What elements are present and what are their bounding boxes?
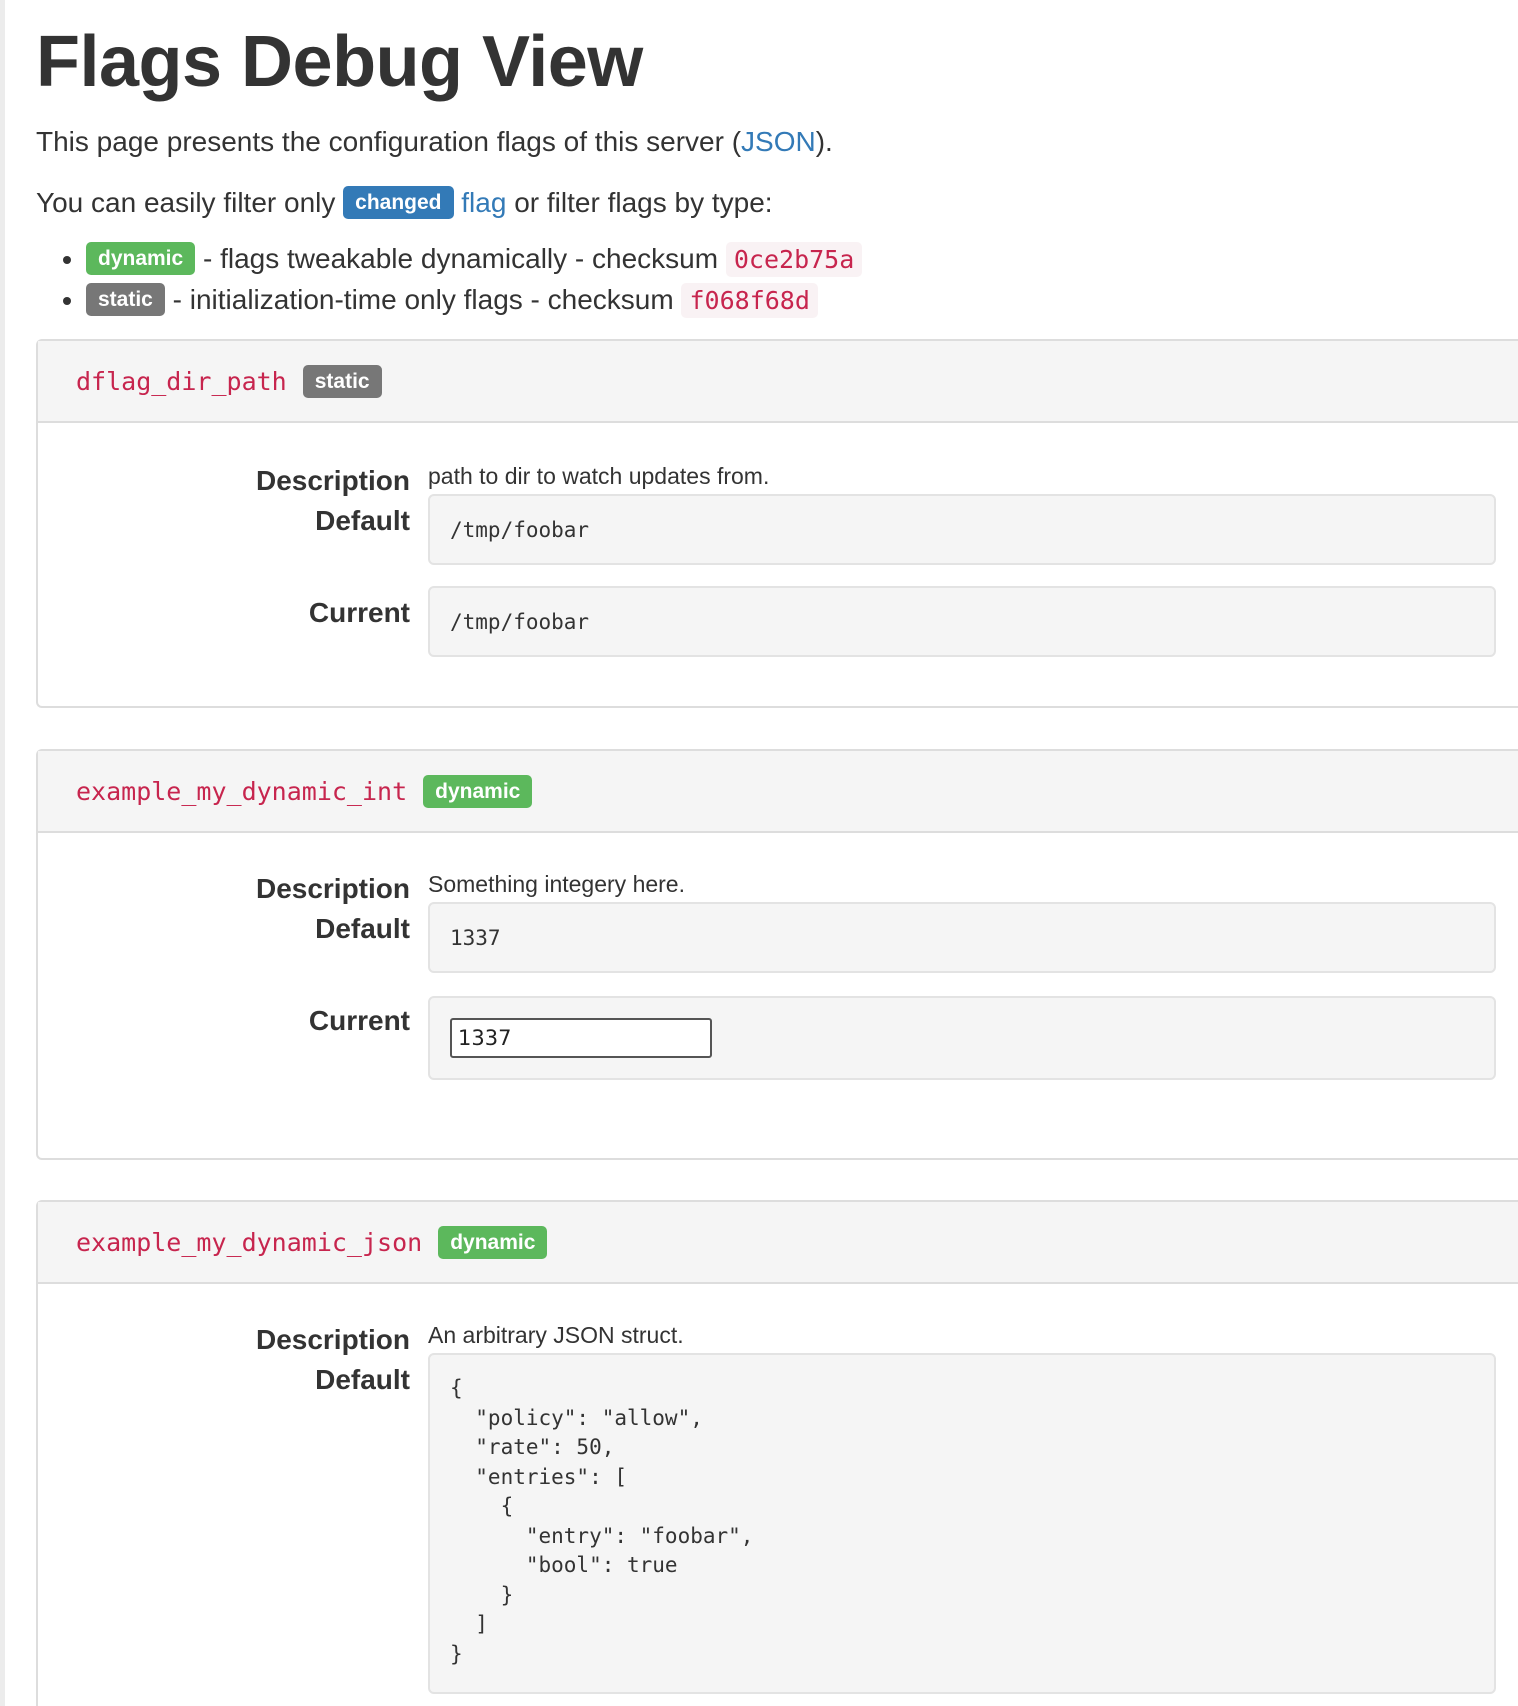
flag-details xyxy=(38,425,1518,695)
current-label: Current xyxy=(308,597,410,628)
intro-suffix: ). xyxy=(815,126,833,157)
default-label: Default xyxy=(315,1364,410,1395)
flag-description: path to dir to watch updates from. xyxy=(428,463,770,489)
filter-text xyxy=(36,186,1518,219)
current-label: Current xyxy=(308,1005,410,1036)
header-section xyxy=(36,0,1518,321)
flag-name: example_my_dynamic_int xyxy=(76,776,408,806)
flag-panel-example-my-dynamic-json xyxy=(36,1200,1518,1706)
checksum-code: f068f68d xyxy=(681,283,817,318)
changed-filter-badge[interactable]: changed xyxy=(343,186,453,219)
description-label: Description xyxy=(255,873,410,904)
flag-filter-link[interactable]: flag xyxy=(461,187,507,218)
static-filter-badge[interactable]: static xyxy=(86,283,165,316)
intro-prefix: This page presents the configuration flags of this server ( xyxy=(36,126,742,157)
flag-panel-heading xyxy=(38,751,1518,833)
type-item-static xyxy=(86,280,1518,321)
current-value-box xyxy=(428,586,1496,657)
type-item-dynamic xyxy=(86,239,1518,280)
flag-panel-example-my-dynamic-int xyxy=(36,749,1518,1160)
page-title: Flags Debug View xyxy=(36,22,643,102)
type-description: - initialization-time only flags - checksum xyxy=(164,284,682,315)
current-value: /tmp/foobar xyxy=(450,610,590,634)
default-value: /tmp/foobar xyxy=(450,518,590,542)
default-label: Default xyxy=(315,913,410,944)
description-label: Description xyxy=(255,1324,410,1355)
checksum-code: 0ce2b75a xyxy=(726,242,862,277)
flag-details xyxy=(38,1286,1518,1706)
dynamic-filter-badge[interactable]: dynamic xyxy=(86,242,195,275)
flag-description: Something integery here. xyxy=(428,871,685,897)
filter-prefix: You can easily filter only xyxy=(36,187,344,218)
default-value-box xyxy=(428,494,1496,565)
flag-name: dflag_dir_path xyxy=(76,366,287,396)
flag-panel-heading xyxy=(38,341,1518,423)
filter-suffix: or filter flags by type: xyxy=(506,187,773,218)
flag-panel-dflag-dir-path xyxy=(36,339,1518,708)
scroll-edge xyxy=(0,0,5,1706)
default-label: Default xyxy=(315,505,410,536)
default-value: { "policy": "allow", "rate": 50, "entries": [ { "entry": "foobar", "bool": true } ] } xyxy=(450,1376,754,1666)
default-value-box xyxy=(428,1353,1496,1694)
default-value: 1337 xyxy=(450,926,501,950)
flag-details xyxy=(38,835,1518,1155)
json-link[interactable]: JSON xyxy=(741,126,816,157)
flag-panel-heading xyxy=(38,1202,1518,1284)
flag-description: An arbitrary JSON struct. xyxy=(428,1322,684,1348)
type-description: - flags tweakable dynamically - checksum xyxy=(195,243,726,274)
type-filter-list xyxy=(36,239,1518,321)
description-label: Description xyxy=(255,465,410,496)
flag-name: example_my_dynamic_json xyxy=(76,1227,423,1257)
current-value-box xyxy=(428,996,1496,1080)
flag-type-badge: dynamic xyxy=(438,1226,547,1259)
flag-type-badge: dynamic xyxy=(423,775,532,808)
intro-text xyxy=(36,126,1518,158)
current-value-input[interactable] xyxy=(450,1018,712,1058)
flag-type-badge: static xyxy=(303,365,382,398)
default-value-box xyxy=(428,902,1496,973)
